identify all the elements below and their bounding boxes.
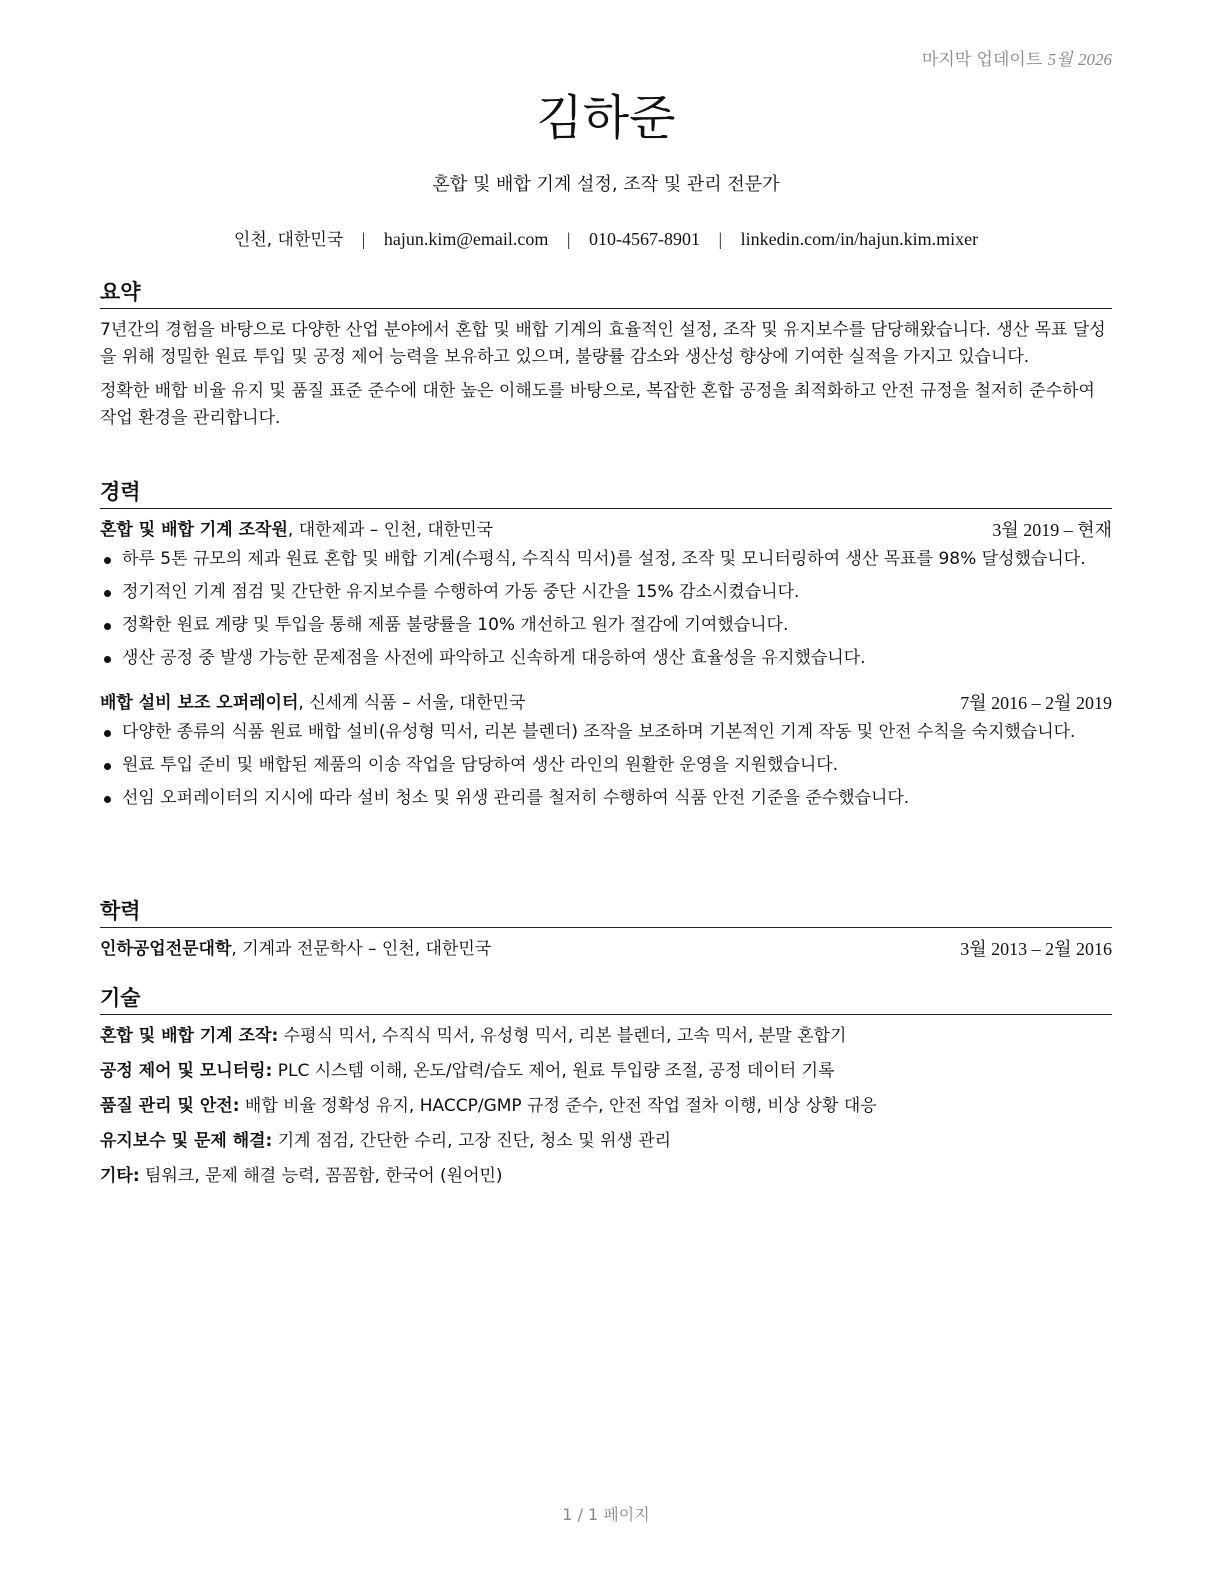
summary-paragraph: 7년간의 경험을 바탕으로 다양한 산업 분야에서 혼합 및 배합 기계의 효율적인 설정, 조작 및 유지보수를 담당해왔습니다. 생산 목표 달성을 위해 정밀한 원료 투입 및 공정 제어 능력을 보유하고 있으며, 불량률 감소와 생산성 향상에 기여한 실적을 가지고 있습니다. (100, 320, 1106, 367)
skill-value: 기계 점검, 간단한 수리, 고장 진단, 청소 및 위생 관리 (272, 1131, 672, 1151)
job-title-line (100, 517, 493, 544)
contact-separator: | (361, 229, 366, 249)
skill-value: PLC 시스템 이해, 온도/압력/습도 제어, 원료 투입량 조절, 공정 데이터 기록 (272, 1061, 835, 1081)
contact-linkedin-link[interactable]: linkedin.com/in/hajun.kim.mixer (740, 229, 979, 249)
last-updated-label: 마지막 업데이트 (921, 50, 1043, 70)
job-entry (100, 517, 1112, 672)
person-name: 김하준 (536, 90, 676, 146)
bullet-item: 하루 5톤 규모의 제과 원료 혼합 및 배합 기계(수평식, 수직식 믹서)를 설정, 조작 및 모니터링하여 생산 목표를 98% 달성했습니다. (100, 546, 1112, 573)
last-updated (922, 45, 1112, 70)
job-role: 배합 설비 보조 오퍼레이터 (100, 693, 299, 713)
skill-label: 기타: (100, 1166, 140, 1186)
headline: 혼합 및 배합 기계 설정, 조작 및 관리 전문가 (432, 174, 780, 195)
education-title-line (100, 936, 491, 963)
experience-section (100, 478, 1112, 818)
skill-label: 공정 제어 및 모니터링: (100, 1061, 273, 1081)
skill-label: 혼합 및 배합 기계 조작: (100, 1026, 279, 1046)
bullet-item: 다양한 종류의 식품 원료 배합 설비(유성형 믹서, 리본 블렌더) 조작을 보조하며 기본적인 기계 작동 및 안전 수칙을 숙지했습니다. (100, 719, 1112, 746)
summary-paragraph: 정확한 배합 비율 유지 및 품질 표준 준수에 대한 높은 이해도를 바탕으로, 복잡한 혼합 공정을 최적화하고 안전 규정을 철저히 준수하여 작업 환경을 관리합니다. (100, 381, 1095, 428)
education-section (100, 897, 1112, 963)
contact-line (100, 225, 1112, 250)
job-date: 3월 2019 – 현재 (992, 520, 1112, 540)
job-role: 혼합 및 배합 기계 조작원 (100, 520, 288, 540)
job-entry (100, 690, 1112, 812)
job-org: , 신세계 식품 – 서울, 대한민국 (298, 693, 526, 713)
job-bullets (100, 546, 1112, 672)
section-title: 경력 (100, 478, 1112, 509)
skill-line (100, 1093, 1112, 1120)
bullet-item: 선임 오퍼레이터의 지시에 따라 설비 청소 및 위생 관리를 철저히 수행하여 식품 안전 기준을 준수했습니다. (100, 785, 1112, 812)
resume-page (100, 0, 1112, 1584)
job-date: 7월 2016 – 2월 2019 (960, 693, 1112, 713)
last-updated-month: 5월 (1047, 50, 1073, 69)
bullet-item: 정확한 원료 계량 및 투입을 통해 제품 불량률을 10% 개선하고 원가 절감에 기여했습니다. (100, 612, 1112, 639)
job-org: , 대한제과 – 인천, 대한민국 (287, 520, 494, 540)
job-bullets (100, 719, 1112, 812)
skill-line (100, 1128, 1112, 1155)
contact-location: 인천, 대한민국 (233, 230, 344, 250)
section-title: 학력 (100, 897, 1112, 928)
skill-label: 유지보수 및 문제 해결: (100, 1131, 273, 1151)
skill-value: 수평식 믹서, 수직식 믹서, 유성형 믹서, 리본 블렌더, 고속 믹서, 분말 혼합기 (278, 1026, 847, 1046)
section-title: 기술 (100, 984, 1112, 1015)
bullet-item: 생산 공정 중 발생 가능한 문제점을 사전에 파악하고 신속하게 대응하여 생산 효율성을 유지했습니다. (100, 645, 1112, 672)
bullet-item: 정기적인 기계 점검 및 간단한 유지보수를 수행하여 가동 중단 시간을 15% 감소시켰습니다. (100, 579, 1112, 606)
last-updated-year: 2026 (1078, 50, 1112, 69)
bullet-item: 원료 투입 준비 및 배합된 제품의 이송 작업을 담당하여 생산 라인의 원활한 운영을 지원했습니다. (100, 752, 1112, 779)
skill-value: 배합 비율 정확성 유지, HACCP/GMP 규정 준수, 안전 작업 절차 이행, 비상 상황 대응 (239, 1096, 877, 1116)
education-entry (100, 936, 1112, 963)
skill-line (100, 1058, 1112, 1085)
job-title-line (100, 690, 525, 717)
contact-separator: | (718, 229, 723, 249)
job-header (100, 517, 1112, 544)
education-date: 3월 2013 – 2월 2016 (960, 939, 1112, 959)
skill-value: 팀워크, 문제 해결 능력, 꼼꼼함, 한국어 (원어민) (139, 1166, 503, 1186)
skill-line (100, 1163, 1112, 1190)
section-title: 요약 (100, 278, 1112, 309)
education-school: 인하공업전문대학 (100, 939, 232, 959)
education-detail: , 기계과 전문학사 – 인천, 대한민국 (231, 939, 492, 959)
summary-section (100, 278, 1112, 439)
contact-separator: | (566, 229, 571, 249)
skill-line (100, 1023, 1112, 1050)
skills-section (100, 984, 1112, 1198)
contact-email-link[interactable]: hajun.kim@email.com (383, 229, 549, 249)
job-header (100, 690, 1112, 717)
contact-phone: 010-4567-8901 (589, 229, 701, 249)
skill-label: 품질 관리 및 안전: (100, 1096, 240, 1116)
page-number: 1 / 1 페이지 (562, 1505, 650, 1524)
